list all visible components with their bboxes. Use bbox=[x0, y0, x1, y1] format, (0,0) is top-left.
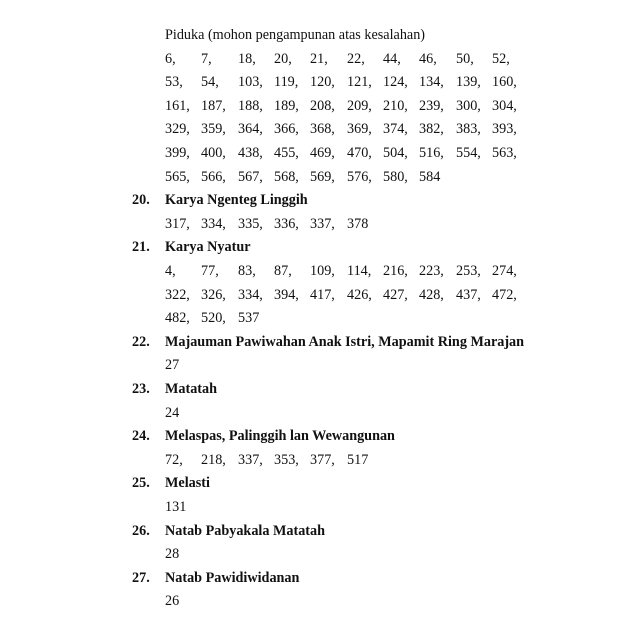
index-entry bbox=[0, 520, 627, 543]
entry-number: 26. bbox=[132, 522, 150, 539]
page-number: 18, bbox=[238, 50, 256, 67]
page-number: 427, bbox=[383, 286, 408, 303]
page-number: 399, bbox=[165, 145, 190, 161]
page-number: 114, bbox=[347, 263, 372, 279]
page-number: 369, bbox=[347, 121, 372, 138]
page-number: 377, bbox=[310, 451, 335, 468]
page-number: 209, bbox=[347, 97, 372, 114]
page-number: 46, bbox=[419, 50, 437, 67]
subheading-row bbox=[0, 95, 627, 118]
entry-title: Matatah bbox=[165, 381, 218, 397]
page-number: 438, bbox=[238, 145, 263, 161]
page-number: 584 bbox=[419, 168, 441, 185]
page-number: 504, bbox=[383, 145, 408, 161]
page-number: 134, bbox=[419, 74, 444, 91]
page-number: 119, bbox=[274, 74, 299, 91]
page-number: 7, bbox=[201, 50, 212, 67]
entry-title: Karya Ngenteg Linggih bbox=[165, 192, 308, 209]
page-number: 326, bbox=[201, 286, 226, 303]
page-number: 216, bbox=[383, 263, 408, 279]
page-number: 516, bbox=[419, 145, 444, 161]
entry-number: 25. bbox=[132, 475, 150, 492]
page-number: 28 bbox=[165, 546, 180, 563]
page-number: 368, bbox=[310, 121, 335, 138]
page-number: 253, bbox=[456, 263, 481, 279]
page-number: 337, bbox=[238, 451, 263, 468]
index-entry bbox=[0, 472, 627, 495]
page-number: 304, bbox=[492, 97, 517, 114]
page-number: 44, bbox=[383, 50, 401, 67]
page-number: 103, bbox=[238, 74, 263, 91]
page-number: 563, bbox=[492, 145, 517, 161]
page-number: 569, bbox=[310, 168, 335, 185]
subheading-row bbox=[0, 166, 627, 189]
page-number: 26 bbox=[165, 593, 180, 610]
index-entry bbox=[0, 236, 627, 259]
entry-row bbox=[0, 590, 627, 613]
page-number: 77, bbox=[201, 263, 219, 279]
page-number: 565, bbox=[165, 168, 190, 185]
entry-row bbox=[0, 213, 627, 236]
subheading-row bbox=[0, 48, 627, 71]
entry-number: 24. bbox=[132, 428, 150, 445]
entry-title: Melasti bbox=[165, 475, 210, 492]
page-number: 188, bbox=[238, 97, 263, 114]
entry-title: Karya Nyatur bbox=[165, 239, 251, 256]
subheading-row bbox=[0, 71, 627, 94]
page-number: 437, bbox=[456, 286, 481, 303]
page-number: 335, bbox=[238, 215, 263, 232]
entry-title: Natab Pawidiwidanan bbox=[165, 569, 300, 586]
entry-row bbox=[0, 284, 627, 307]
index-entry bbox=[0, 425, 627, 448]
page-number: 426, bbox=[347, 286, 372, 303]
page-number: 139, bbox=[456, 74, 481, 91]
page-number: 218, bbox=[201, 451, 226, 468]
subheading-row bbox=[0, 142, 627, 165]
page-number: 566, bbox=[201, 168, 226, 185]
page-number: 223, bbox=[419, 263, 444, 279]
entry-title: Melaspas, Palinggih lan Wewangunan bbox=[165, 428, 395, 445]
page-number: 54, bbox=[201, 74, 219, 91]
page-number: 428, bbox=[419, 286, 444, 303]
page-number: 21, bbox=[310, 50, 328, 67]
page-number: 455, bbox=[274, 145, 299, 161]
page-number: 161, bbox=[165, 97, 190, 114]
page-number: 353, bbox=[274, 451, 299, 468]
page-number: 208, bbox=[310, 97, 335, 114]
entry-title: Natab Pabyakala Matatah bbox=[165, 522, 326, 539]
page-number: 322, bbox=[165, 286, 190, 303]
entry-row bbox=[0, 260, 627, 283]
page-number: 378 bbox=[347, 215, 369, 232]
page-number: 50, bbox=[456, 50, 474, 67]
page-number: 87, bbox=[274, 263, 292, 279]
entry-row bbox=[0, 496, 627, 519]
page-number: 52, bbox=[492, 50, 510, 67]
page-number: 334, bbox=[238, 286, 263, 303]
page-number: 239, bbox=[419, 97, 444, 114]
page-number: 359, bbox=[201, 121, 226, 138]
page-number: 160, bbox=[492, 74, 517, 91]
page-number: 393, bbox=[492, 121, 517, 138]
page-number: 124, bbox=[383, 74, 408, 91]
entry-number: 27. bbox=[132, 569, 150, 586]
subheading-line bbox=[0, 24, 627, 47]
entry-row bbox=[0, 307, 627, 330]
subheading-title: Piduka (mohon pengampunan atas kesalahan) bbox=[165, 27, 426, 43]
page-number: 300, bbox=[456, 97, 481, 114]
page-number: 364, bbox=[238, 121, 263, 138]
entry-row bbox=[0, 449, 627, 472]
page-number: 337, bbox=[310, 215, 335, 232]
page-number: 374, bbox=[383, 121, 408, 138]
page-number: 27 bbox=[165, 357, 180, 374]
page-number: 121, bbox=[347, 74, 372, 91]
page-number: 517 bbox=[347, 451, 369, 468]
page-number: 470, bbox=[347, 145, 372, 161]
page-number: 189, bbox=[274, 97, 299, 114]
page-number: 366, bbox=[274, 121, 299, 138]
page-number: 580, bbox=[383, 168, 408, 185]
page-number: 472, bbox=[492, 286, 517, 303]
page-number: 537 bbox=[238, 310, 260, 327]
entry-number: 20. bbox=[132, 192, 150, 209]
page-number: 520, bbox=[201, 310, 226, 327]
page-number: 576, bbox=[347, 168, 372, 185]
page-number: 53, bbox=[165, 74, 183, 91]
entry-row bbox=[0, 543, 627, 566]
entry-row bbox=[0, 354, 627, 377]
page-number: 24 bbox=[165, 404, 180, 421]
page-number: 83, bbox=[238, 263, 256, 279]
entry-row bbox=[0, 402, 627, 425]
page-number: 131 bbox=[165, 499, 187, 515]
page-number: 120, bbox=[310, 74, 335, 91]
page-number: 400, bbox=[201, 145, 226, 161]
page-number: 383, bbox=[456, 121, 481, 138]
page-number: 22, bbox=[347, 50, 365, 67]
index-entry bbox=[0, 189, 627, 212]
page-number: 187, bbox=[201, 97, 226, 114]
page-number: 567, bbox=[238, 168, 263, 185]
page-number: 4, bbox=[165, 263, 176, 279]
entry-title: Majauman Pawiwahan Anak Istri, Mapamit Ring Marajan bbox=[165, 333, 525, 350]
page-number: 482, bbox=[165, 310, 190, 327]
page-number: 417, bbox=[310, 286, 335, 303]
page-number: 329, bbox=[165, 121, 190, 138]
page-number: 382, bbox=[419, 121, 444, 138]
subheading-row bbox=[0, 118, 627, 141]
entry-number: 21. bbox=[132, 239, 150, 256]
page-number: 20, bbox=[274, 50, 292, 67]
page-number: 317, bbox=[165, 215, 190, 232]
page-number: 109, bbox=[310, 263, 335, 279]
page-number: 554, bbox=[456, 145, 481, 161]
page-number: 72, bbox=[165, 451, 183, 468]
page-number: 6, bbox=[165, 50, 176, 67]
index-entry bbox=[0, 331, 627, 354]
page-number: 469, bbox=[310, 145, 335, 161]
page-number: 336, bbox=[274, 215, 299, 232]
page-number: 334, bbox=[201, 215, 226, 232]
index-entry bbox=[0, 378, 627, 401]
page-number: 210, bbox=[383, 97, 408, 114]
page-number: 568, bbox=[274, 168, 299, 185]
page-number: 394, bbox=[274, 286, 299, 303]
index-entry bbox=[0, 567, 627, 590]
entry-number: 23. bbox=[132, 381, 150, 397]
page-number: 274, bbox=[492, 263, 517, 279]
entry-number: 22. bbox=[132, 333, 150, 350]
